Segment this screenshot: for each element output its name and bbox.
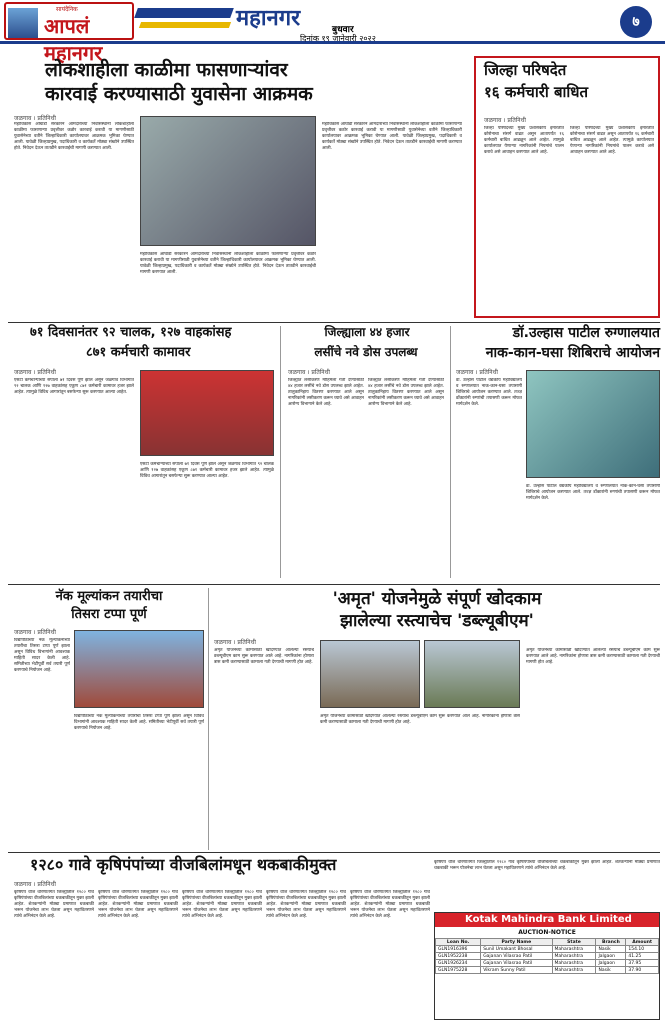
- col-rule-1: [280, 326, 281, 578]
- story5-body-col2: डॉ. उल्हास पाटील वैद्यकीय महाविद्यालय व रुग्णालयात नाक-कान-घसा तपासणी शिबिराचे आयोजन करण्यात आले. तज्ज्ञ डॉक्टरांनी रुग्णांची तपासणी करून मोफत मार्गदर्शन केले.: [526, 484, 660, 501]
- story8-byline: जळगाव । प्रतिनिधी: [14, 881, 56, 888]
- story6-body-col2: विद्यापीठाच्या नॅक मूल्यांकनाच्या तयारीचा तिसरा टप्पा पूर्ण झाला असून विविध विभागांनी आवश्यक माहिती सादर केली आहे. समितीच्या भेटीपूर्वी सर्व तयारी पूर्ण करण्याचे नियोजन आहे.: [74, 714, 204, 731]
- ad-col-amount: Amount: [626, 939, 659, 946]
- story3-photo: [140, 370, 274, 456]
- story8-body-col4: कृषिपंप वीज धोरणांतर्गत जिल्ह्यातील १२८० गावे कृषिपंपांच्या वीजबिलांच्या थकबाकीतून मुक्त झाली आहेत. शेतकऱ्यांनी मोठ्या प्रमाणात थकबाकी भरून योजनेचा लाभ घेतला असून महावितरणने त्यांचे अभिनंदन केले आहे.: [266, 890, 346, 919]
- story5-headline-2: नाक-कान-घसा शिबिराचे आयोजन: [485, 345, 660, 361]
- story3-body-col2: एसटी कर्मचाऱ्यांच्या संपाला ७१ दिवस पूर्ण झाले असून जळगाव विभागात ९२ चालक आणि १२७ वाहकांसह एकूण ८७१ कर्मचारी कामावर हजर झाले आहेत. त्यामुळे विविध आगारांतून बसफेऱ्या सुरू करण्यात आल्या आहेत.: [140, 462, 274, 479]
- story1-photo: [140, 116, 316, 246]
- story1-byline: जळगाव । प्रतिनिधी: [14, 115, 56, 122]
- story3-headline-2: ८७१ कर्मचारी कामावर: [86, 345, 191, 360]
- story5-headline-1: डॉ.उल्हास पाटील रुग्णालयात: [512, 325, 660, 341]
- story8-body-col6: कृषिपंप वीज धोरणांतर्गत जिल्ह्यातील १२८० गावे कृषिपंपांच्या वीजबिलांच्या थकबाकीतून मुक्त झाली आहेत. शेतकऱ्यांनी मोठ्या प्रमाणात थकबाकी भरून योजनेचा लाभ घेतला असून महावितरणने त्यांचे अभिनंदन केले आहे.: [434, 860, 660, 871]
- story3-headline-1: ७१ दिवसानंतर ९२ चालक, १२७ वाहकांसह: [30, 325, 232, 340]
- cell: Gajanan Vilasrao Patil: [481, 960, 552, 967]
- story8-body-col3: कृषिपंप वीज धोरणांतर्गत जिल्ह्यातील १२८० गावे कृषिपंपांच्या वीजबिलांच्या थकबाकीतून मुक्त झाली आहेत. शेतकऱ्यांनी मोठ्या प्रमाणात थकबाकी भरून योजनेचा लाभ घेतला असून महावितरणने त्यांचे अभिनंदन केले आहे.: [182, 890, 262, 919]
- ad-col-state: State: [552, 939, 596, 946]
- cell: Sunil Umakant Bhosal: [481, 946, 552, 953]
- table-row: [436, 946, 659, 953]
- cell: Jalgaon: [596, 953, 626, 960]
- ad-col-loan: Loan No.: [436, 939, 481, 946]
- story7-body-col2: अमृत योजनेच्या कामासाठी खोदण्यात आलेल्या रस्त्यांचे डब्ल्यूबीएम काम सुरू करण्यात आले आहे. नागरिकांना होणारा त्रास कमी करण्यासाठी कामाला गती देण्याची मागणी होत आहे.: [320, 714, 520, 725]
- table-row: [436, 960, 659, 967]
- cell: 154.10: [626, 946, 659, 953]
- cell: GLN1952238: [436, 953, 481, 960]
- page-title: महानगर: [236, 5, 301, 31]
- story6-byline: जळगाव । प्रतिनिधी: [14, 629, 56, 636]
- cell: GLN1916396: [436, 946, 481, 953]
- ad-col-branch: Branch: [596, 939, 626, 946]
- story7-body-col3: अमृत योजनेच्या कामासाठी खोदण्यात आलेल्या रस्त्यांचे डब्ल्यूबीएम काम सुरू करण्यात आले आहे. नागरिकांना होणारा त्रास कमी करण्यासाठी कामाला गती देण्याची मागणी होत आहे.: [526, 648, 660, 665]
- skyline-icon: [8, 8, 38, 38]
- story2-body-col2: जिल्हा परिषदेच्या मुख्य प्रशासकीय इमारतीत कोरोनाचा संसर्ग वाढत असून आतापर्यंत १६ कर्मचारी बाधित आढळून आले आहेत. त्यामुळे कार्यालयात येणाऱ्या नागरिकांनी नियमांचे पालन करावे असे आवाहन करण्यात आले आहे.: [570, 126, 654, 155]
- ad-col-party: Party Name: [481, 939, 552, 946]
- table-row: [436, 953, 659, 960]
- story4-byline: जळगाव । प्रतिनिधी: [288, 369, 330, 376]
- story1-body-col3: महाविकास आघाडी सरकारने आमदारांच्या निवासस्थानी लोकशाहीला काळीमा फासणाऱ्या प्रवृत्तीवर कठोर कारवाई करावी या मागणीसाठी युवासेनेच्या वतीने जिल्हाधिकारी कार्यालयावर आक्रमक भूमिका घेण्यात आली. यावेळी जिल्हाप्रमुख, पदाधिकारी व कार्यकर्ते मोठ्या संख्येने उपस्थित होते. निवेदन देऊन तातडीने कारवाईची मागणी करण्यात आली.: [322, 122, 462, 151]
- logo-text: आपलं महानगर: [44, 14, 103, 65]
- logo-tagline: सायंदैनिक: [56, 6, 78, 13]
- story7-headline-2: झालेल्या रस्त्याचेच 'डब्ल्यूबीएम': [340, 611, 534, 631]
- ad-table: [435, 938, 659, 974]
- masthead-stripe-yellow: [139, 22, 231, 28]
- story1-headline-1: लोकशाहीला काळीमा फासणाऱ्यांवर: [45, 59, 288, 81]
- auction-ad: [434, 912, 660, 1020]
- cell: Maharashtra: [552, 960, 596, 967]
- story2-headline-1: जिल्हा परिषदेत: [484, 61, 567, 79]
- cell: Jalgaon: [596, 960, 626, 967]
- story8-body-col2: कृषिपंप वीज धोरणांतर्गत जिल्ह्यातील १२८० गावे कृषिपंपांच्या वीजबिलांच्या थकबाकीतून मुक्त झाली आहेत. शेतकऱ्यांनी मोठ्या प्रमाणात थकबाकी भरून योजनेचा लाभ घेतला असून महावितरणने त्यांचे अभिनंदन केले आहे.: [98, 890, 178, 919]
- divider-2: [8, 584, 660, 585]
- col-rule-2: [450, 326, 451, 578]
- page-number: ७: [620, 6, 652, 38]
- story5-body-col1: डॉ. उल्हास पाटील वैद्यकीय महाविद्यालय व रुग्णालयात नाक-कान-घसा तपासणी शिबिराचे आयोजन करण्यात आले. तज्ज्ञ डॉक्टरांनी रुग्णांची तपासणी करून मोफत मार्गदर्शन केले.: [456, 378, 522, 407]
- ad-bank-name: Kotak Mahindra Bank Limited: [435, 913, 659, 927]
- story3-body-col1: एसटी कर्मचाऱ्यांच्या संपाला ७१ दिवस पूर्ण झाले असून जळगाव विभागात ९२ चालक आणि १२७ वाहकांसह एकूण ८७१ कर्मचारी कामावर हजर झाले आहेत. त्यामुळे विविध आगारांतून बसफेऱ्या सुरू करण्यात आल्या आहेत.: [14, 378, 134, 395]
- col-rule-3: [208, 588, 209, 850]
- story4-headline-1: जिल्ह्याला ४४ हजार: [324, 325, 410, 339]
- story7-headline-1: 'अमृत' योजनेमुळे संपूर्ण खोदकाम: [332, 589, 542, 609]
- story1-headline-2: कारवाई करण्यासाठी युवासेना आक्रमक: [45, 83, 313, 105]
- masthead-stripe: [134, 8, 234, 18]
- story1-body-col1: महाविकास आघाडी सरकारने आमदारांच्या निवासस्थानी लोकशाहीला काळीमा फासणाऱ्या प्रवृत्तीवर कठोर कारवाई करावी या मागणीसाठी युवासेनेच्या वतीने जिल्हाधिकारी कार्यालयावर आक्रमक भूमिका घेण्यात आली. यावेळी जिल्हाप्रमुख, पदाधिकारी व कार्यकर्ते मोठ्या संख्येने उपस्थित होते. निवेदन देऊन तातडीने कारवाईची मागणी करण्यात आली.: [14, 122, 134, 151]
- logo: [4, 2, 134, 65]
- story4-body-col2: जिल्ह्यात लसीकरण मोहिमेला गती देण्यासाठी ४४ हजार लसींचे नवे डोस उपलब्ध झाले आहेत. तालुकानिहाय वितरण करण्यात आले असून नागरिकांनी लसीकरण करून घ्यावे असे आवाहन आरोग्य विभागाने केले आहे.: [368, 378, 444, 407]
- story7-body-col1: अमृत योजनेच्या कामासाठी खोदण्यात आलेल्या रस्त्यांचे डब्ल्यूबीएम काम सुरू करण्यात आले आहे. नागरिकांना होणारा त्रास कमी करण्यासाठी कामाला गती देण्याची मागणी होत आहे.: [214, 648, 314, 665]
- cell: Nasik: [596, 967, 626, 974]
- story2-byline: जळगाव । प्रतिनिधी: [484, 117, 526, 124]
- story1-body-col2: महाविकास आघाडी सरकारने आमदारांच्या निवासस्थानी लोकशाहीला काळीमा फासणाऱ्या प्रवृत्तीवर कठोर कारवाई करावी या मागणीसाठी युवासेनेच्या वतीने जिल्हाधिकारी कार्यालयावर आक्रमक भूमिका घेण्यात आली. यावेळी जिल्हाप्रमुख, पदाधिकारी व कार्यकर्ते मोठ्या संख्येने उपस्थित होते. निवेदन देऊन तातडीने कारवाईची मागणी करण्यात आली.: [140, 252, 316, 275]
- story4-body-col1: जिल्ह्यात लसीकरण मोहिमेला गती देण्यासाठी ४४ हजार लसींचे नवे डोस उपलब्ध झाले आहेत. तालुकानिहाय वितरण करण्यात आले असून नागरिकांनी लसीकरण करून घ्यावे असे आवाहन आरोग्य विभागाने केले आहे.: [288, 378, 364, 407]
- story4-headline-2: लसींचे नवे डोस उपलब्ध: [314, 345, 418, 359]
- day: बुधवार: [332, 25, 354, 35]
- cell: 41.25: [626, 953, 659, 960]
- story6-body-col1: विद्यापीठाच्या नॅक मूल्यांकनाच्या तयारीचा तिसरा टप्पा पूर्ण झाला असून विविध विभागांनी आवश्यक माहिती सादर केली आहे. समितीच्या भेटीपूर्वी सर्व तयारी पूर्ण करण्याचे नियोजन आहे.: [14, 638, 70, 673]
- cell: Maharashtra: [552, 946, 596, 953]
- story8-headline: १२८० गावे कृषिपंपांच्या वीजबिलांमधून थकबाकीमुक्त: [30, 855, 337, 874]
- cell: GLN1975228: [436, 967, 481, 974]
- story7-photo-1: [320, 640, 420, 708]
- story6-headline-1: नॅक मूल्यांकन तयारीचा: [55, 589, 163, 604]
- divider-3: [8, 852, 660, 853]
- cell: Maharashtra: [552, 953, 596, 960]
- story7-byline: जळगाव । प्रतिनिधी: [214, 639, 256, 646]
- cell: Gajanan Vilasrao Patil: [481, 953, 552, 960]
- story7-photo-2: [424, 640, 520, 708]
- cell: Nasik: [596, 946, 626, 953]
- story5-photo: [526, 370, 660, 478]
- cell: 37.90: [626, 967, 659, 974]
- cell: Vikram Sunny Patil: [481, 967, 552, 974]
- cell: Maharashtra: [552, 967, 596, 974]
- story5-byline: जळगाव । प्रतिनिधी: [456, 369, 498, 376]
- story2-headline-2: १६ कर्मचारी बाधित: [484, 83, 589, 101]
- story6-photo: [74, 630, 204, 708]
- story3-byline: जळगाव । प्रतिनिधी: [14, 369, 56, 376]
- story6-headline-2: तिसरा टप्पा पूर्ण: [71, 607, 147, 622]
- story8-body-col1: कृषिपंप वीज धोरणांतर्गत जिल्ह्यातील १२८० गावे कृषिपंपांच्या वीजबिलांच्या थकबाकीतून मुक्त झाली आहेत. शेतकऱ्यांनी मोठ्या प्रमाणात थकबाकी भरून योजनेचा लाभ घेतला असून महावितरणने त्यांचे अभिनंदन केले आहे.: [14, 890, 94, 919]
- divider-1: [8, 322, 660, 323]
- table-row: [436, 967, 659, 974]
- cell: 37.95: [626, 960, 659, 967]
- cell: GLN1926234: [436, 960, 481, 967]
- ad-notice-title: AUCTION-NOTICE: [518, 929, 576, 936]
- story8-body-col5: कृषिपंप वीज धोरणांतर्गत जिल्ह्यातील १२८० गावे कृषिपंपांच्या वीजबिलांच्या थकबाकीतून मुक्त झाली आहेत. शेतकऱ्यांनी मोठ्या प्रमाणात थकबाकी भरून योजनेचा लाभ घेतला असून महावितरणने त्यांचे अभिनंदन केले आहे.: [350, 890, 430, 919]
- date: दिनांक १९ जानेवारी २०२२: [300, 34, 376, 43]
- story2-body-col1: जिल्हा परिषदेच्या मुख्य प्रशासकीय इमारतीत कोरोनाचा संसर्ग वाढत असून आतापर्यंत १६ कर्मचारी बाधित आढळून आले आहेत. त्यामुळे कार्यालयात येणाऱ्या नागरिकांनी नियमांचे पालन करावे असे आवाहन करण्यात आले आहे.: [484, 126, 564, 155]
